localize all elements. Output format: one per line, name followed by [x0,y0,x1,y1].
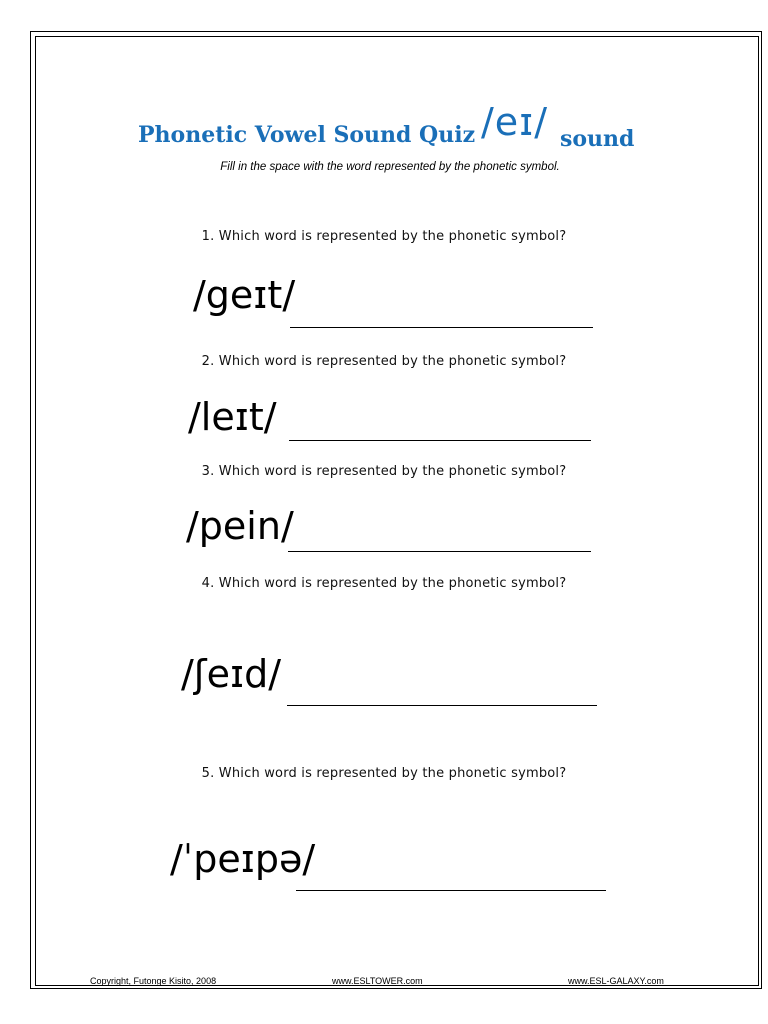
question-3-answer-line[interactable] [288,551,591,552]
question-5-prompt: 5. Which word is represented by the phonetic symbol? [201,766,567,781]
question-4-ipa: /ʃeɪd/ [181,652,281,696]
question-3-prompt: 3. Which word is represented by the phonetic symbol? [201,464,567,479]
question-2-prompt: 2. Which word is represented by the phonetic symbol? [201,354,567,369]
footer-link-esltower[interactable]: www.ESLTOWER.com [332,976,423,986]
question-2-ipa: /leɪt/ [188,395,277,439]
title-phonetic-symbol: /eɪ/ [481,100,549,144]
question-5-ipa: /ˈpeɪpə/ [170,837,316,881]
quiz-title: Phonetic Vowel Sound Quiz [138,122,476,148]
question-1-prompt: 1. Which word is represented by the phonetic symbol? [201,229,567,244]
page-border-inner [35,36,759,986]
footer-copyright: Copyright, Futonge Kisito, 2008 [90,976,217,986]
question-4-answer-line[interactable] [287,705,597,706]
question-5-answer-line[interactable] [296,890,606,891]
question-1-ipa: /geɪt/ [193,273,296,317]
footer-link-eslgalaxy[interactable]: www.ESL-GALAXY.com [568,976,664,986]
question-4-prompt: 4. Which word is represented by the phonetic symbol? [201,576,567,591]
instructions: Fill in the space with the word represented by the phonetic symbol. [220,161,560,173]
question-2-answer-line[interactable] [289,440,591,441]
question-1-answer-line[interactable] [290,327,593,328]
question-3-ipa: /pein/ [186,504,294,548]
title-sound-word: sound [560,126,635,152]
